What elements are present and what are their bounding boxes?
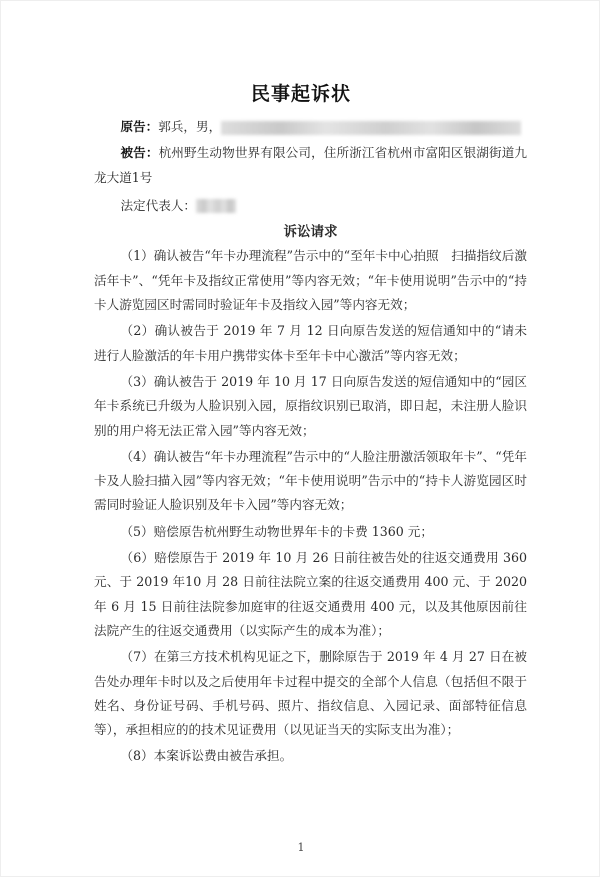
plaintiff-text: 郭兵，男， — [158, 119, 222, 134]
claim-8: （8）本案诉讼费由被告承担。 — [120, 748, 293, 764]
claim-4: （4）确认被告“年卡办理流程”告示中的“人脸注册激活领取年卡”、“凭年卡及人脸扫描入园”等内容无效；“年卡使用说明”告示中的“持卡人游览园区时需同时验证人脸识别及年卡入园”等内容无效； — [94, 448, 527, 513]
page-number: 1 — [297, 841, 305, 854]
legal-rep-label: 法定代表人： — [120, 197, 197, 213]
claim-5: （5）赔偿原告杭州野生动物世界年卡的卡费 1360 元； — [120, 523, 433, 539]
legal-rep-line — [94, 194, 527, 218]
claim-6: （6）赔偿原告于 2019 年 10 月 26 日前往被告处的往返交通费用 360 元、于 2019 年10 月 28 日前往法院立案的往返交通费用 400 元、于 2020 年 6 月 15 日前往法院参加庭审的往返交通费用 400 元，以及其他原因前往法院产生的往返交通费用（以实际产生的成本为准）； — [94, 550, 527, 638]
document-title: 民事起诉状 — [250, 83, 351, 105]
defendant-line — [94, 141, 527, 190]
redacted-legal-rep — [196, 199, 236, 213]
claim-7: （7）在第三方技术机构见证之下，删除原告于 2019 年 4 月 27 日在被告处办理年卡时以及之后使用年卡过程中提交的全部个人信息（包括但不限于姓名、身份证号码、手机号码、照片、指纹信息、入园记录、面部特征信息等），承担相应的的技术见证费用（以见证当天的实际支出为准）； — [94, 649, 527, 738]
defendant-text: 杭州野生动物世界有限公司，住所浙江省杭州市富阳区银湖街道九龙大道1号 — [94, 145, 528, 185]
redacted-plaintiff-info — [221, 121, 521, 135]
claim-1: （1）确认被告“年卡办理流程”告示中的“至年卡中心拍照 扫描指纹后激活年卡”、“凭年卡及指纹正常使用”等内容无效；“年卡使用说明”告示中的“持卡人游览园区时需同时验证年卡及指纹入园”等内容无效； — [94, 248, 527, 313]
plaintiff-line — [94, 115, 527, 139]
claim-3: （3）确认被告于 2019 年 10 月 17 日向原告发送的短信通知中的“园区年卡系统已升级为人脸识别入园，原指纹识别已取消，即日起，未注册人脸识别的用户将无法正常入园”等内容无效； — [94, 373, 527, 438]
claim-2: （2）确认被告于 2019 年 7 月 12 日向原告发送的短信通知中的“请未进行人脸激活的年卡用户携带实体卡至年卡中心激活”等内容无效； — [94, 323, 527, 363]
defendant-label: 被告： — [120, 145, 159, 161]
document-body — [94, 115, 527, 771]
plaintiff-label: 原告： — [120, 119, 159, 134]
section-title: 诉讼请求 — [283, 224, 338, 241]
